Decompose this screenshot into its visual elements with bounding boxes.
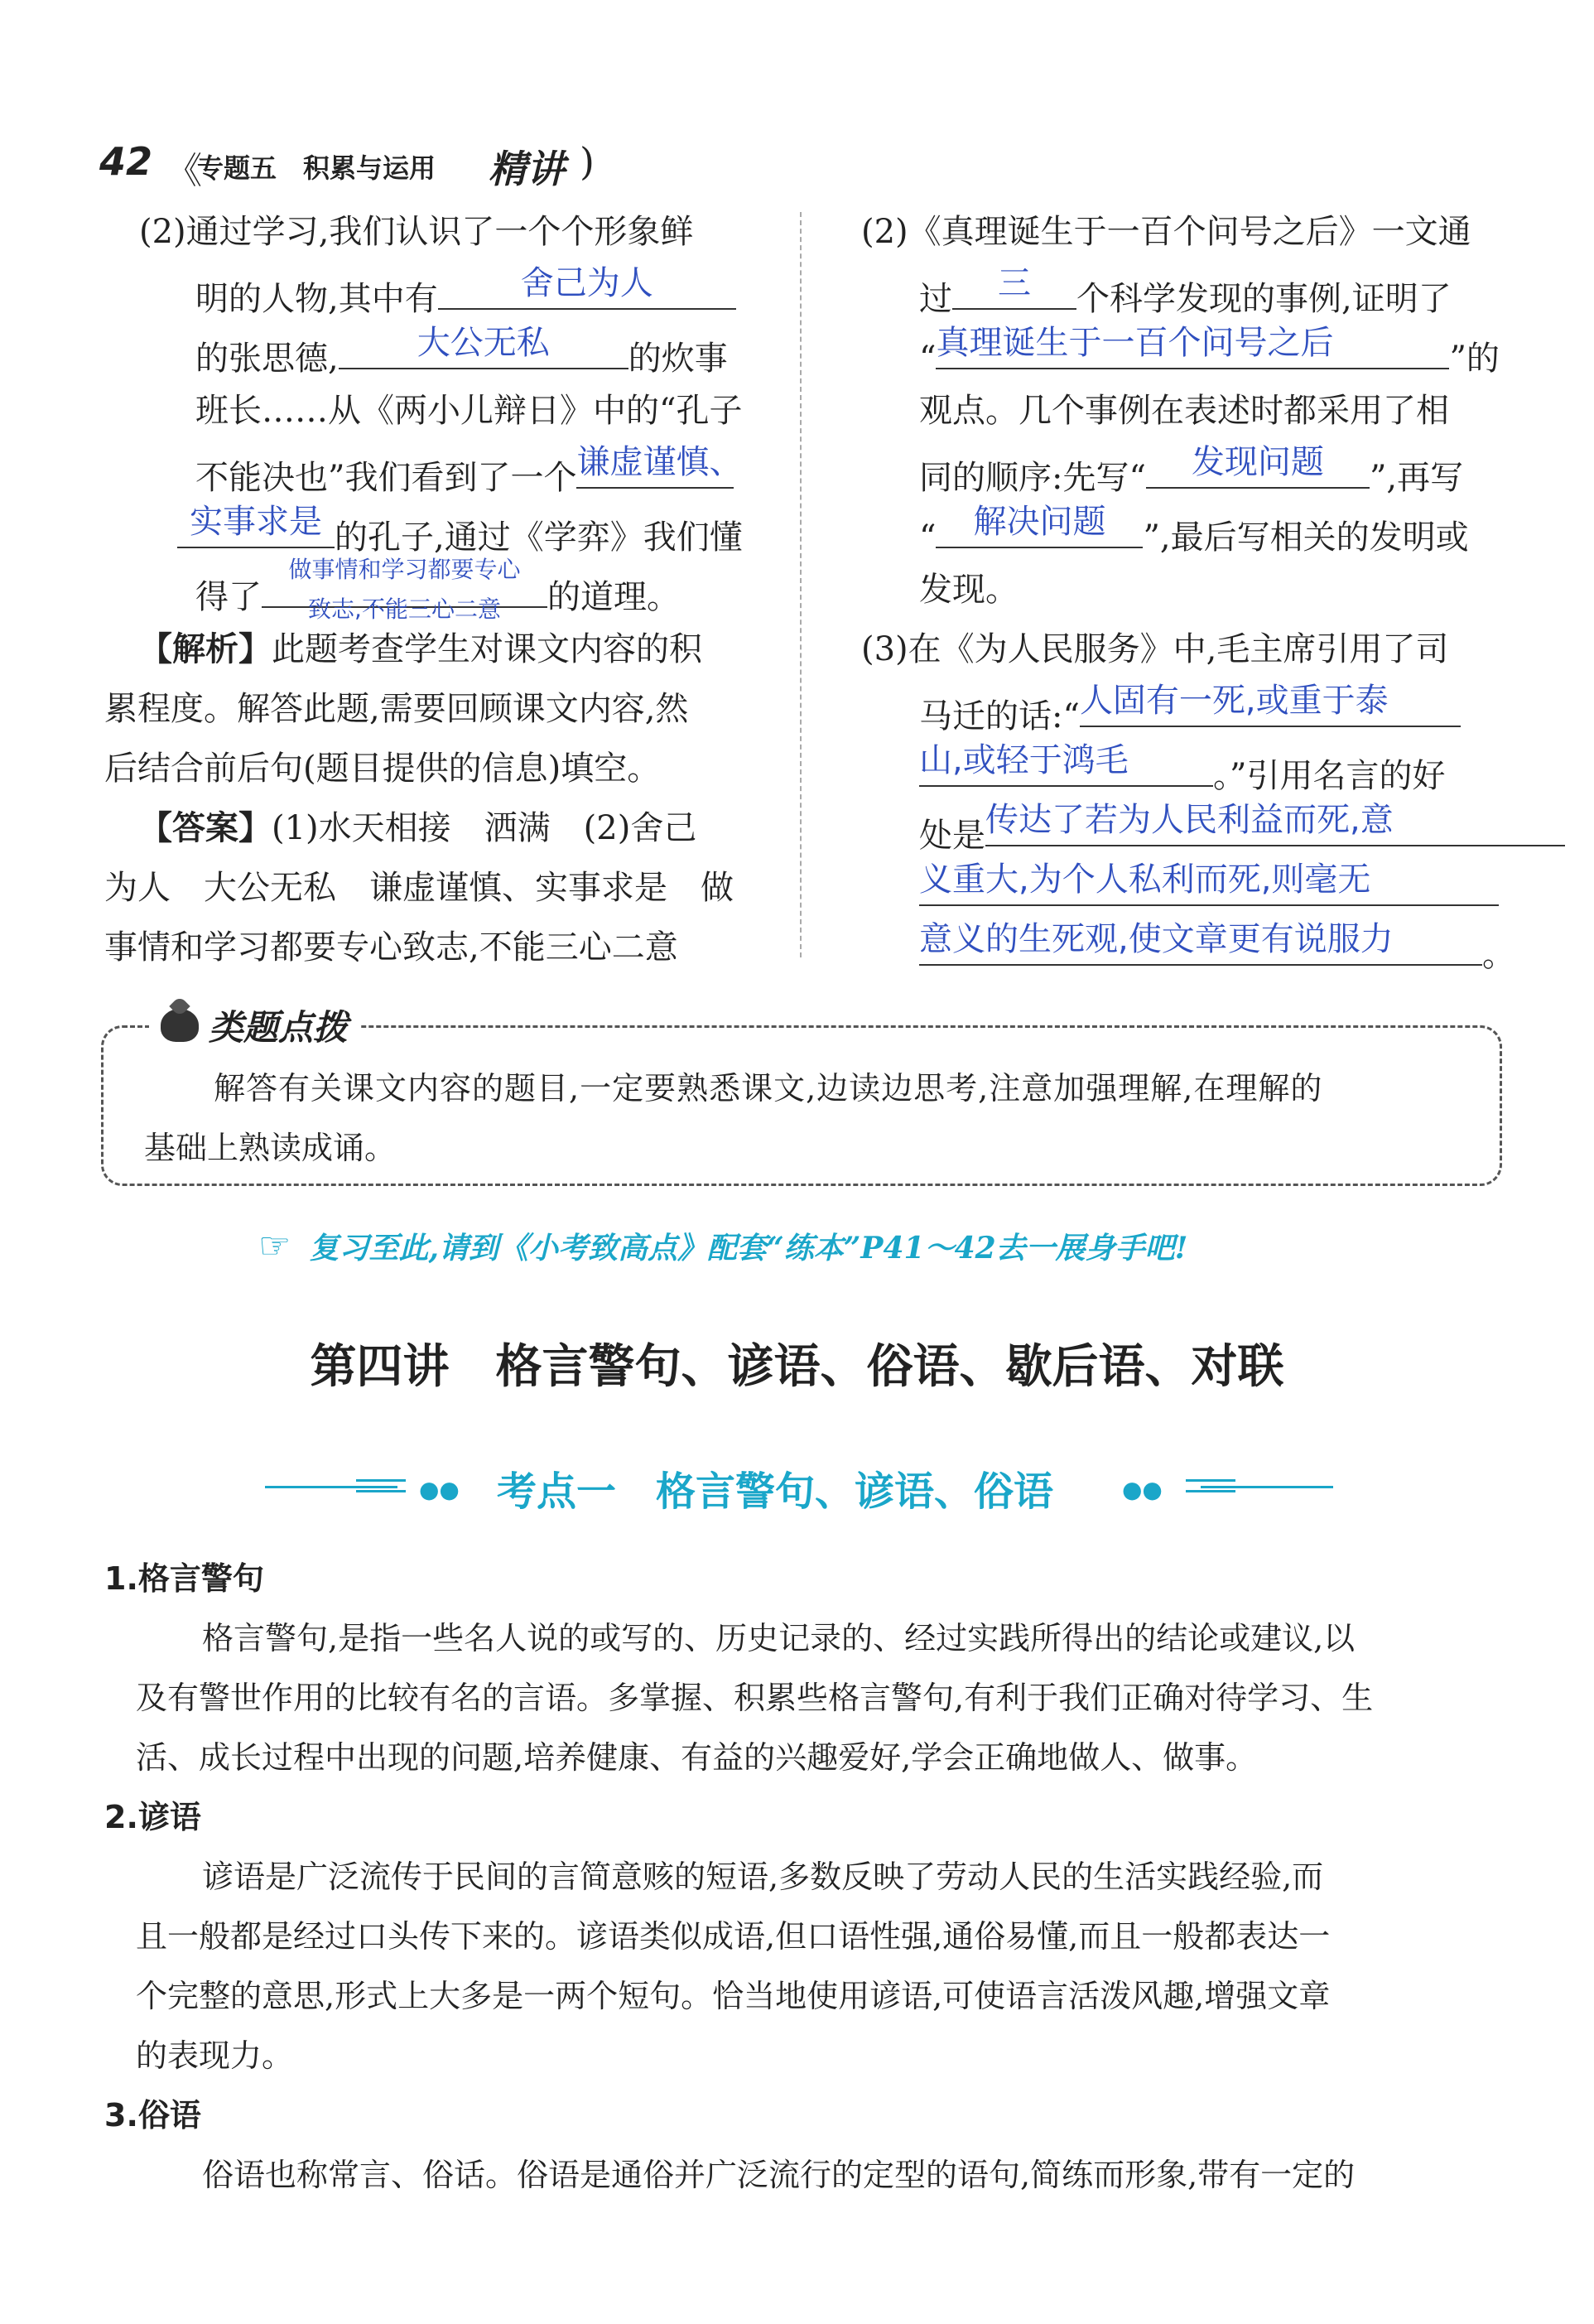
blank-faxian (1146, 443, 1370, 489)
answer-chuan-c: 意义的生死观,使文章更有说服力 (919, 920, 1394, 958)
right-column (0, 0, 1594, 977)
left-line-2: 明的人物,其中有 舍己为人 (195, 272, 736, 319)
tip-icon (161, 1009, 199, 1042)
answer-zhenli: 真理诞生于一百个问号之后 (936, 324, 1334, 362)
answer-hongmao: 山,或轻于鸿毛 (919, 741, 1129, 779)
para-line: 谚语是广泛流传于民间的言简意赅的短语,多数反映了劳动人民的生活实践经验,而 (202, 1859, 1324, 1895)
section-heading: 1.格言警句 (104, 1560, 264, 1597)
blank-hongmao (919, 741, 1213, 787)
analysis-line-1: 【解析】此题考查学生对课文内容的积 (139, 629, 702, 668)
answer-tag: 【答案】 (139, 808, 272, 847)
para-line: 活、成长过程中出现的问题,培养健康、有益的兴趣爱好,学会正确地做人、做事。 (136, 1739, 1258, 1776)
answer-chuan-a: 传达了若为人民利益而死,意 (985, 801, 1394, 839)
para-line: 且一般都是经过口头传下来的。谚语类似成语,但口语性强,通俗易懂,而且一般都表达一 (136, 1918, 1331, 1955)
kaodian-rule-left-2 (356, 1479, 406, 1492)
right-line-13: 意义的生死观,使文章更有说服力 。 (919, 920, 1515, 974)
answer-jiejue: 解决问题 (973, 503, 1106, 541)
lecture-title: 第四讲 格言警句、谚语、俗语、歇后语、对联 (310, 1340, 1284, 1394)
section-heading: 2.谚语 (104, 1799, 201, 1835)
analysis-line-2: 累程度。解答此题,需要回顾课文内容,然 (104, 690, 689, 728)
answer-shishi: 实事求是 (190, 503, 322, 541)
section-geyan (104, 1549, 1512, 1787)
section-suyu (104, 2085, 1512, 2205)
answer-faxian: 发现问题 (1191, 443, 1324, 481)
right-line-11: 处是 传达了若为人民利益而死,意 (919, 808, 1565, 856)
left-line-3: 的张思德, 大公无私 的炊事 (195, 324, 728, 378)
answer-qianxu: 谦虚谨慎、 (576, 443, 743, 481)
blank-chuan-b (919, 861, 1499, 906)
kaodian-dots-left: ●● (419, 1476, 460, 1503)
answer-dagong: 大公无私 (417, 324, 550, 362)
right-line-8: (3)在《为人民服务》中,毛主席引用了司 (861, 630, 1449, 668)
blank-san (952, 264, 1076, 310)
para-line: 及有警世作用的比较有名的言语。多掌握、积累些格言警句,有利于我们正确对待学习、生 (136, 1680, 1374, 1716)
analysis-tag: 【解析】 (139, 629, 272, 668)
answer-rengu: 人固有一死,或重于泰 (1079, 682, 1389, 720)
header-bracket-close: ) (580, 139, 595, 184)
right-line-10: 山,或轻于鸿毛 。”引用名言的好 (919, 741, 1446, 795)
blank-chuan-c (919, 920, 1482, 966)
kaodian-title: 考点一 格言警句、谚语、俗语 (497, 1468, 1054, 1515)
left-line-4: 班长……从《两小儿辩日》中的“孔子 (195, 392, 743, 430)
blank-zhenli (936, 324, 1449, 369)
left-line-5: 不能决也”我们看到了一个 谦虚谨慎、 (195, 443, 743, 497)
blank-chuan-a (985, 801, 1565, 846)
section-yanyu (104, 1787, 1512, 2085)
left-line-1: (2)通过学习,我们认识了一个个形象鲜 (139, 213, 694, 251)
tip-body-2: 基础上熟读成诵。 (144, 1130, 397, 1166)
right-line-3: “ 真理诞生于一百个问号之后 ”的 (919, 324, 1500, 378)
header-section: 专题五 积累与运用 (197, 152, 436, 184)
right-line-6: “ 解决问题 ”,最后写相关的发明或 (919, 503, 1469, 557)
kaodian-rule-right (1201, 1486, 1333, 1488)
answer-sheji: 舍己为人 (520, 264, 653, 302)
tip-title-wrap (149, 1000, 359, 1050)
blank-jiejue (936, 503, 1143, 548)
para-line: 格言警句,是指一些名人说的或写的、历史记录的、经过实践所得出的结论或建议,以 (202, 1620, 1356, 1656)
header-bracket: 《 (166, 150, 202, 192)
para-line: 俗语也称常言、俗话。俗语是通俗并广泛流行的定型的语句,简练而形象,带有一定的 (202, 2157, 1356, 2193)
review-text: 复习至此,请到《小考致高点》配套“练本”P41～42去一展身手吧! (309, 1230, 1188, 1266)
page-number: 42 (99, 139, 153, 184)
answer-zuoshi-b: 致志,不能三心二意 (308, 595, 501, 623)
answer-zuoshi-a: 做事情和学习都要专心 (288, 556, 521, 583)
answer-chuan-b: 义重大,为个人私利而死,则毫无 (919, 861, 1371, 899)
answer-san: 三 (998, 264, 1031, 302)
answer-line-2: 为人 大公无私 谦虚谨慎、实事求是 做 (104, 869, 734, 907)
right-line-12 (919, 861, 1499, 915)
header-brand: 精讲 (489, 147, 565, 191)
right-line-4: 观点。几个事例在表述时都采用了相 (919, 392, 1449, 430)
left-line-6: 实事求是 的孔子,通过《学弈》我们懂 (177, 510, 743, 557)
right-line-1: (2)《真理诞生于一百个问号之后》一文通 (861, 213, 1471, 251)
kaodian-band (265, 1458, 1333, 1516)
right-line-7: 发现。 (919, 571, 1019, 609)
answer-line-1: 【答案】(1)水天相接 洒满 (2)舍己 (139, 808, 697, 847)
section-heading: 3.俗语 (104, 2097, 201, 2134)
analysis-line-3: 后结合前后句(题目提供的信息)填空。 (104, 750, 661, 788)
right-line-2: 过 三 个科学发现的事例,证明了 (919, 264, 1452, 318)
left-line-7: 得了 做事情和学习都要专心 致志,不能三心二意 的道理。 (195, 570, 680, 617)
right-line-5: 同的顺序:先写“ 发现问题 ”,再写 (919, 443, 1464, 497)
answer-line-3: 事情和学习都要专心致志,不能三心二意 (104, 928, 678, 967)
review-banner (258, 1222, 1187, 1269)
right-line-9: 马迁的话:“ 人固有一死,或重于泰 (919, 689, 1461, 736)
tip-body-1: 解答有关课文内容的题目,一定要熟悉课文,边读边思考,注意加强理解,在理解的 (214, 1070, 1323, 1107)
kaodian-dots-right: ●● (1122, 1476, 1163, 1503)
pointing-hand-icon: ☞ (258, 1224, 291, 1267)
para-line: 个完整的意思,形式上大多是一两个短句。恰当地使用谚语,可使语言活泼风趣,增强文章 (136, 1978, 1331, 2014)
tip-title: 类题点拨 (209, 1007, 349, 1048)
body-content (104, 1549, 1512, 2205)
para-line: 的表现力。 (136, 2037, 294, 2074)
